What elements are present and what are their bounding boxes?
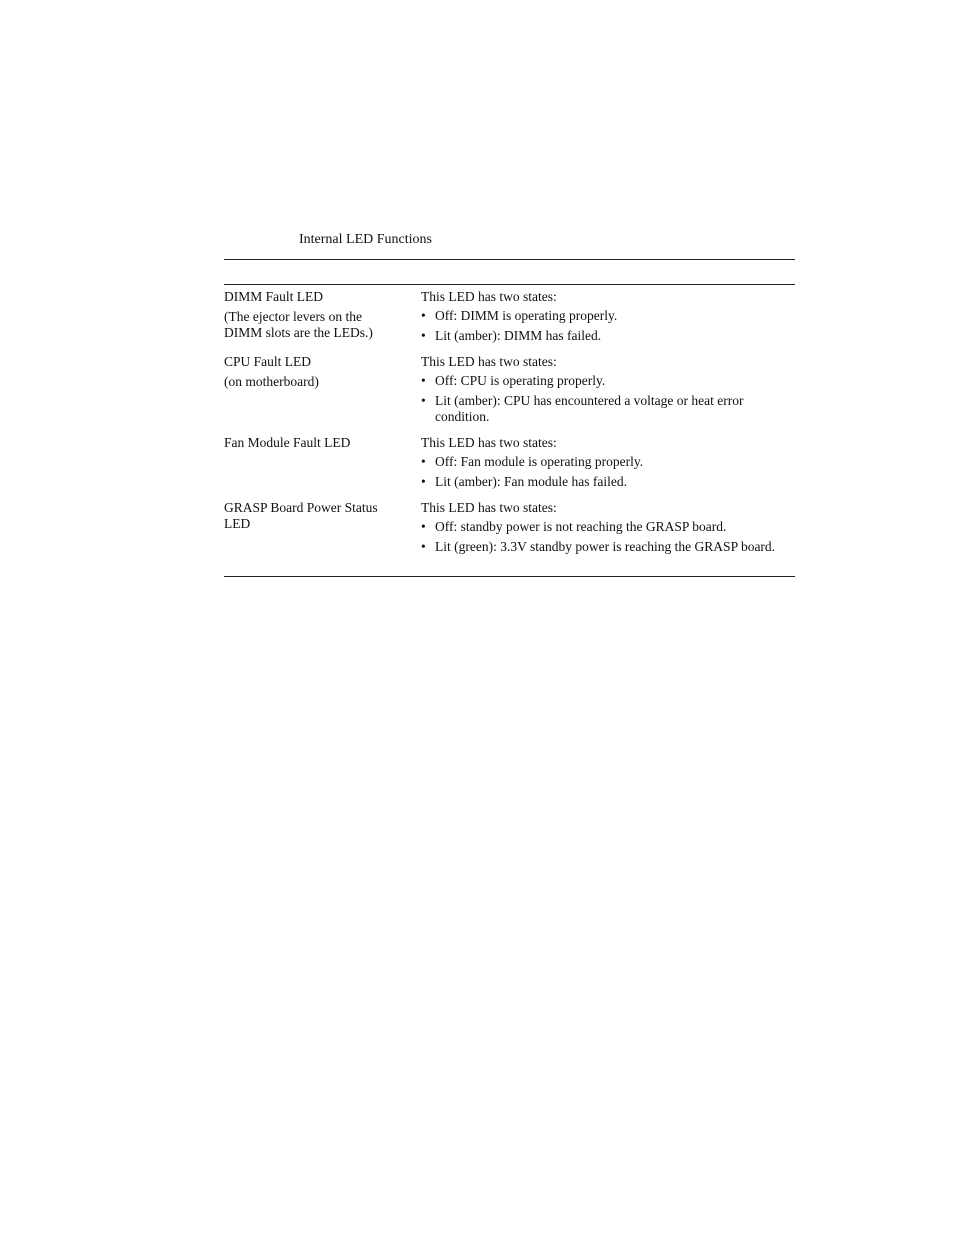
led-state-item: • Off: CPU is operating properly. [421, 373, 795, 389]
led-description-cell [421, 435, 795, 494]
led-name: DIMM Fault LED [224, 289, 323, 304]
led-state-list [421, 454, 795, 490]
led-state-item: • Lit (amber): Fan module has failed. [421, 474, 795, 490]
led-name-cell [224, 354, 402, 390]
led-name: GRASP Board Power Status LED [224, 500, 378, 531]
table-top-rule [224, 259, 795, 260]
led-note: (on motherboard) [224, 374, 319, 389]
led-state-item: • Lit (green): 3.3V standby power is reaching the GRASP board. [421, 539, 795, 555]
led-state-list [421, 519, 795, 555]
led-name-cell [224, 435, 402, 451]
table-header-rule [224, 284, 795, 285]
led-name-cell [224, 500, 402, 532]
led-description-cell [421, 354, 795, 429]
led-description-intro: This LED has two states: [421, 354, 557, 369]
led-description-intro: This LED has two states: [421, 500, 557, 515]
led-state-item: • Lit (amber): DIMM has failed. [421, 328, 795, 344]
led-state-item: • Lit (amber): CPU has encountered a voltage or heat error condition. [421, 393, 795, 425]
led-state-item: • Off: DIMM is operating properly. [421, 308, 795, 324]
led-description-intro: This LED has two states: [421, 289, 557, 304]
table-caption: Internal LED Functions [299, 232, 432, 247]
table-bottom-rule [224, 576, 795, 577]
led-description-intro: This LED has two states: [421, 435, 557, 450]
led-name: CPU Fault LED [224, 354, 312, 369]
led-state-item: • Off: standby power is not reaching the GRASP board. [421, 519, 795, 535]
led-description-cell [421, 500, 795, 559]
led-note: (The ejector levers on the DIMM slots are the LEDs.) [224, 309, 373, 340]
led-state-item: • Off: Fan module is operating properly. [421, 454, 795, 470]
led-name-cell [224, 289, 402, 341]
led-state-list [421, 308, 795, 344]
led-state-list [421, 373, 795, 425]
led-name: Fan Module Fault LED [224, 435, 351, 450]
led-description-cell [421, 289, 795, 348]
